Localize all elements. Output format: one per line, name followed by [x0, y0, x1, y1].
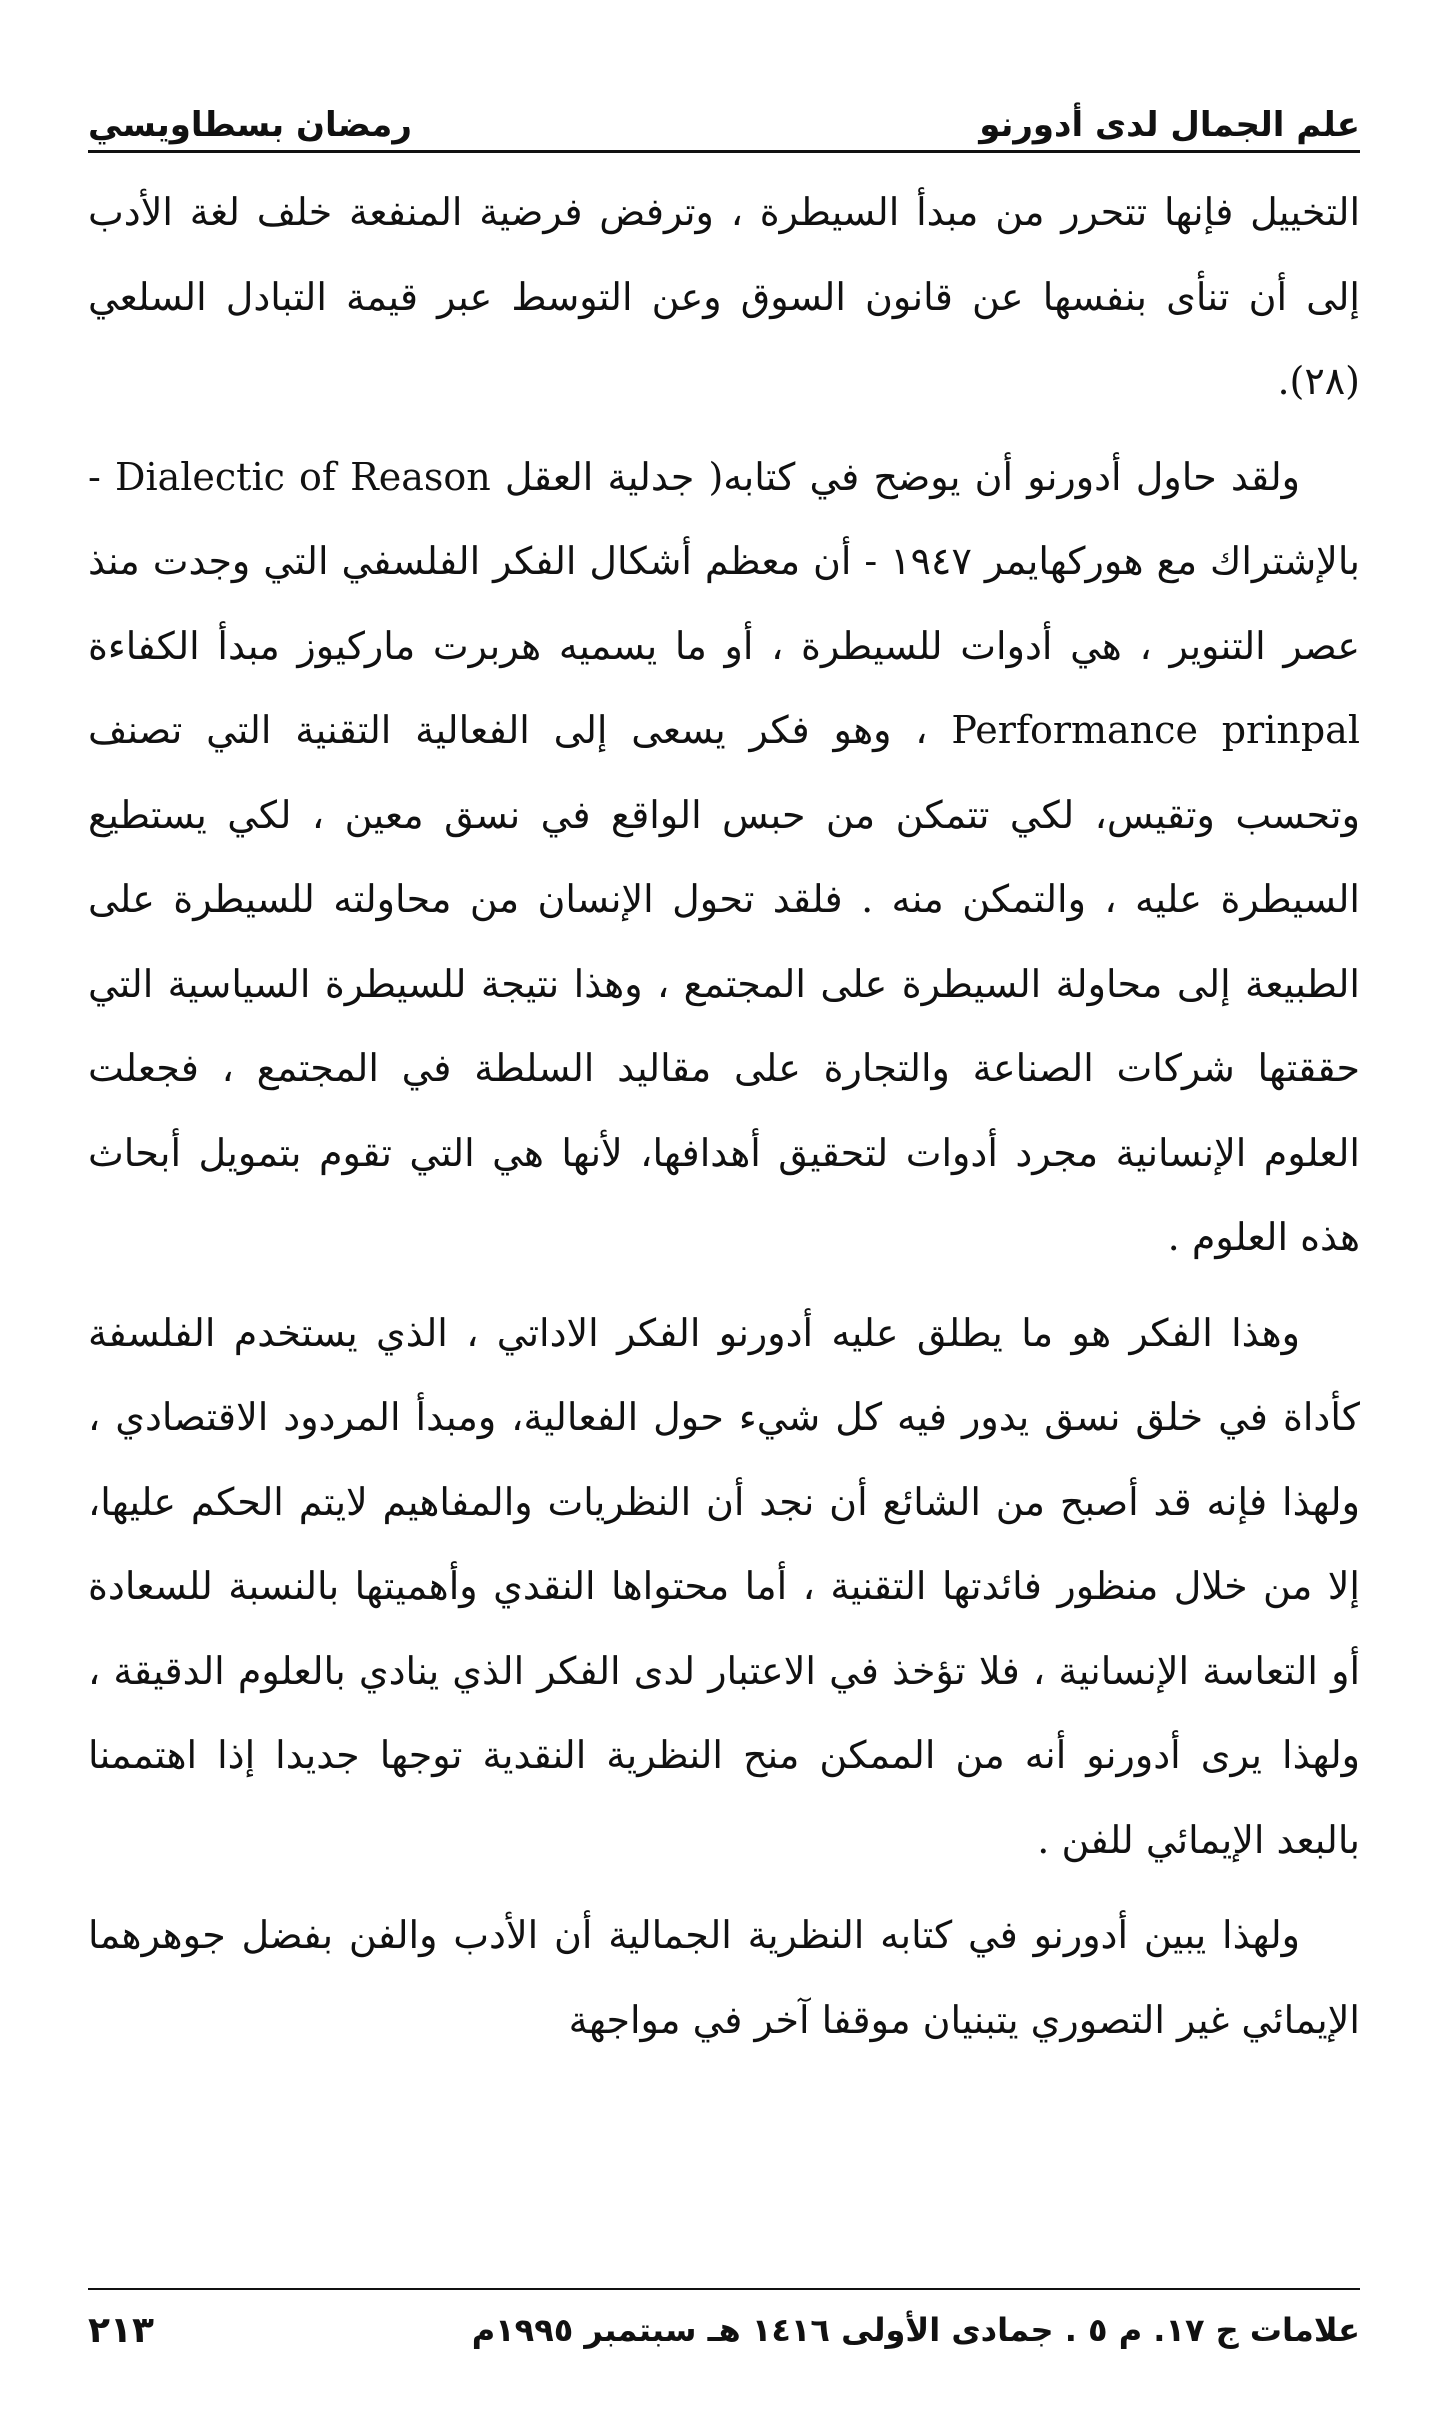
header-divider	[88, 150, 1360, 153]
footer-divider	[88, 2288, 1360, 2290]
journal-info: علامات ج ١٧. م ٥ . جمادى الأولى ١٤١٦ هـ سبتمبر ١٩٩٥م	[471, 2311, 1360, 2349]
body-text	[88, 170, 1360, 2073]
running-footer	[88, 2300, 1360, 2360]
header-title: علم الجمال لدى أدورنو	[979, 105, 1360, 146]
paragraph-4: ولهذا يبين أدورنو في كتابه النظرية الجمالية أن الأدب والفن بفضل جوهرهما الإيمائي غير التصوري يتبنيان موقفا آخر في مواجهة	[88, 1913, 1360, 2042]
header-author: رمضان بسطاويسي	[88, 105, 412, 146]
paragraph-2: ولقد حاول أدورنو أن يوضح في كتابه( جدلية العقل Dialectic of Reason - بالإشتراك مع هوركهايمر ١٩٤٧ - أن معظم أشكال الفكر الفلسفي التي وجدت منذ عصر التنوير ، هي أدوات للسيطرة ، أو ما يسميه هربرت ماركيوز مبدأ الكفاءة Performance prinpal ، وهو فكر يسعى إلى الفعالية التقنية التي تصنف وتحسب وتقيس، لكي تتمكن من حبس الواقع في نسق معين ، لكي يستطيع السيطرة عليه ، والتمكن منه . فلقد تحول الإنسان من محاولته للسيطرة على الطبيعة إلى محاولة السيطرة على المجتمع ، وهذا نتيجة للسيطرة السياسية التي حققتها شركات الصناعة والتجارة على مقاليد السلطة في المجتمع ، فجعلت العلوم الإنسانية مجرد أدوات لتحقيق أهدافها، لأنها هي التي تقوم بتمويل أبحاث هذه العلوم .	[88, 454, 1360, 1259]
page-number: ٢١٣	[88, 2309, 154, 2351]
paragraph-1: التخييل فإنها تتحرر من مبدأ السيطرة ، وترفض فرضية المنفعة خلف لغة الأدب إلى أن تنأى بنفسها عن قانون السوق وعن التوسط عبر قيمة التبادل السلعي (٢٨).	[88, 190, 1360, 403]
running-header	[88, 82, 1360, 146]
paragraph-3: وهذا الفكر هو ما يطلق عليه أدورنو الفكر الاداتي ، الذي يستخدم الفلسفة كأداة في خلق نسق يدور فيه كل شيء حول الفعالية، ومبدأ المردود الاقتصادي ، ولهذا فإنه قد أصبح من الشائع أن نجد أن النظريات والمفاهيم لايتم الحكم عليها، إلا من خلال منظور فائدتها التقنية ، أما محتواها النقدي وأهميتها بالنسبة للسعادة أو التعاسة الإنسانية ، فلا تؤخذ في الاعتبار لدى الفكر الذي ينادي بالعلوم الدقيقة ، ولهذا يرى أدورنو أنه من الممكن منح النظرية النقدية توجها جديدا إذا اهتممنا بالبعد الإيمائي للفن .	[88, 1310, 1360, 1862]
